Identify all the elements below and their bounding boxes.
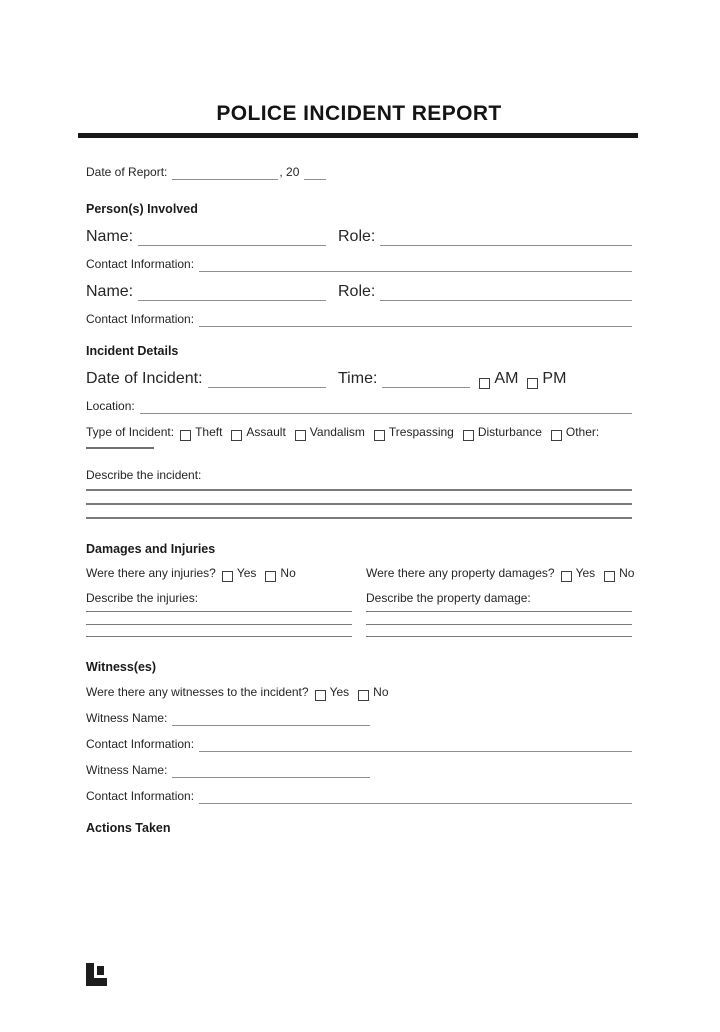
witnesses-question-row [86,685,632,700]
section-damages-injuries: Damages and Injuries [86,542,216,556]
witness-1-name-row [86,711,632,726]
person-2-name-line[interactable] [138,287,326,301]
checkbox-pm[interactable] [527,378,538,389]
pm-label: PM [542,370,567,387]
checkbox-trespassing[interactable] [374,430,385,441]
incident-description-line-3[interactable] [86,517,632,519]
checkbox-injuries-no[interactable] [265,571,276,582]
damage-description-line-3[interactable] [366,636,632,637]
injuries-description-line-2[interactable] [86,624,352,625]
injuries-question-label: Were there any injuries? [86,566,216,580]
date-of-report-line[interactable] [172,166,278,180]
person-1-role-label: Role: [338,228,376,245]
section-witnesses: Witness(es) [86,660,157,674]
person-2-name-label: Name: [86,283,134,300]
damages-questions-row [86,566,635,581]
checkbox-theft[interactable] [180,430,191,441]
describe-incident-row [86,468,632,483]
witness-2-contact-label: Contact Information: [86,789,195,803]
type-assault-label: Assault [246,425,286,439]
other-incident-type-line[interactable] [86,447,154,449]
person-2-role-label: Role: [338,283,376,300]
checkbox-witnesses-yes[interactable] [315,690,326,701]
type-trespassing-label: Trespassing [388,425,454,439]
person-1-role-line[interactable] [380,232,632,246]
checkbox-vandalism[interactable] [295,430,306,441]
person-2-contact-row [86,312,632,327]
witness-1-name-line[interactable] [172,712,370,726]
witnesses-yes-label: Yes [329,685,350,699]
person-1-name-line[interactable] [138,232,326,246]
describe-property-damage-label: Describe the property damage: [366,591,531,605]
injuries-description-line-1[interactable] [86,611,352,612]
property-damages-question-label: Were there any property damages? [366,566,555,580]
damages-describe-labels-row [86,591,632,606]
section-actions-taken: Actions Taken [86,821,171,835]
witness-2-name-line[interactable] [172,764,370,778]
witness-1-contact-label: Contact Information: [86,737,195,751]
checkbox-witnesses-no[interactable] [358,690,369,701]
checkbox-disturbance[interactable] [463,430,474,441]
injuries-description-line-3[interactable] [86,636,352,637]
describe-injuries-label: Describe the injuries: [86,591,199,605]
type-of-incident-label: Type of Incident: [86,425,175,439]
section-incident-details: Incident Details [86,344,179,358]
legaltemplates-logo-icon [86,963,107,986]
checkbox-assault[interactable] [231,430,242,441]
witnesses-no-label: No [373,685,389,699]
checkbox-damages-no[interactable] [604,571,615,582]
witness-1-name-label: Witness Name: [86,711,168,725]
person-1-name-role-row [86,228,632,246]
person-2-contact-label: Contact Information: [86,312,195,326]
describe-incident-label: Describe the incident: [86,468,202,482]
location-line[interactable] [140,400,632,414]
damages-lines [86,606,632,637]
damages-no-label: No [619,566,635,580]
witness-1-contact-line[interactable] [199,738,632,752]
date-of-incident-line[interactable] [208,374,326,388]
page-title: POLICE INCIDENT REPORT [216,102,502,125]
type-vandalism-label: Vandalism [309,425,365,439]
incident-description-line-2[interactable] [86,503,632,505]
damage-description-line-1[interactable] [366,611,632,612]
incident-date-time-row [86,370,632,388]
title-divider [78,133,638,138]
person-1-contact-row [86,257,632,272]
injuries-no-label: No [280,566,296,580]
date-of-report-row [86,165,632,180]
location-row [86,399,632,414]
date-of-report-year-prefix: , 20 [279,165,300,179]
person-2-name-role-row [86,283,632,301]
person-1-contact-label: Contact Information: [86,257,195,271]
checkbox-am[interactable] [479,378,490,389]
witness-1-contact-row [86,737,632,752]
witness-2-name-label: Witness Name: [86,763,168,777]
date-of-report-year-line[interactable] [304,166,326,180]
checkbox-other[interactable] [551,430,562,441]
witnesses-question-label: Were there any witnesses to the incident? [86,685,309,699]
person-2-contact-line[interactable] [199,313,632,327]
am-label: AM [494,370,519,387]
property-damages-question-row [366,566,635,581]
incident-description-line-1[interactable] [86,489,632,491]
person-2-role-line[interactable] [380,287,632,301]
time-line[interactable] [382,374,470,388]
checkbox-damages-yes[interactable] [561,571,572,582]
witness-2-contact-line[interactable] [199,790,632,804]
incident-type-row [86,425,632,440]
date-of-report-label: Date of Report: [86,165,168,179]
injuries-question-row [86,566,352,581]
type-theft-label: Theft [195,425,223,439]
witness-2-contact-row [86,789,632,804]
time-label: Time: [338,370,378,387]
type-other-label: Other: [565,425,600,439]
witness-2-name-row [86,763,632,778]
police-incident-report-form [0,101,720,1032]
person-1-name-label: Name: [86,228,134,245]
person-1-contact-line[interactable] [199,258,632,272]
damage-description-line-2[interactable] [366,624,632,625]
damages-yes-label: Yes [575,566,596,580]
injuries-yes-label: Yes [236,566,257,580]
date-of-incident-label: Date of Incident: [86,370,203,387]
type-disturbance-label: Disturbance [477,425,542,439]
section-persons-involved: Person(s) Involved [86,202,198,216]
checkbox-injuries-yes[interactable] [222,571,233,582]
location-label: Location: [86,399,135,413]
